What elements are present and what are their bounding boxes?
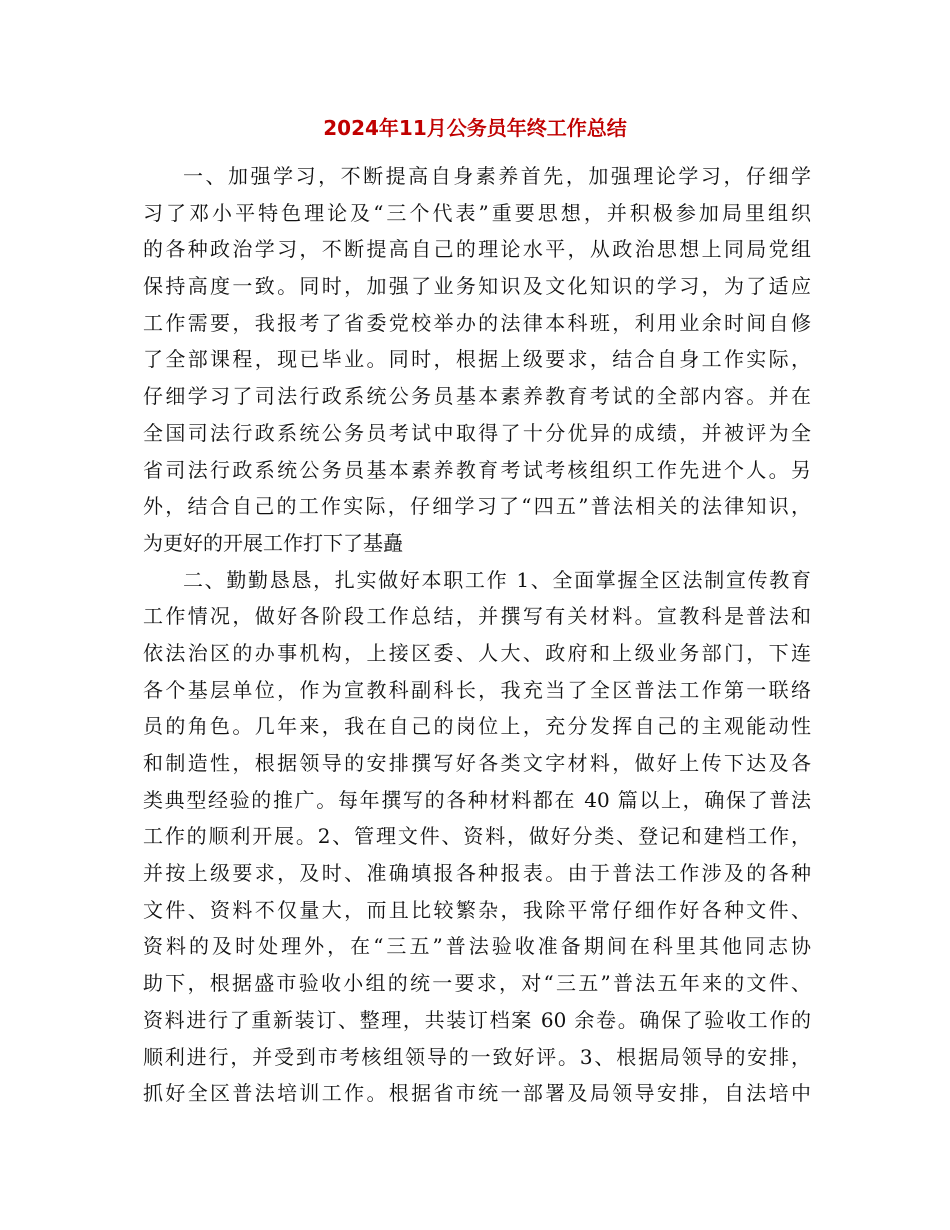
paragraph-2-line: 和制造性，根据领导的安排撰写好各类文字材料，做好上传下达及各 [143, 751, 811, 775]
paragraph-1-line: 全国司法行政系统公务员考试中取得了十分优异的成绩，并被评为全 [143, 420, 811, 445]
document-title: 2024年11月公务员年终工作总结 [323, 116, 627, 140]
paragraph-1-line: 一、加强学习，不断提高自身素养首先，加强理论学习，仔细学 [183, 164, 811, 188]
paragraph-1-line: 省司法行政系统公务员基本素养教育考试考核组织工作先进个人。另 [143, 457, 811, 482]
paragraph-2-line: 工作情况，做好各阶段工作总结，并撰写有关材料。宣教科是普法和 [143, 604, 811, 629]
paragraph-2-line: 助下，根据盛市验收小组的统一要求，对“三五”普法五年来的文件、 [143, 971, 811, 996]
paragraph-1-line: 了全部课程，现已毕业。同时，根据上级要求，结合自身工作实际， [143, 347, 811, 372]
paragraph-2-line: 类典型经验的推广。每年撰写的各种材料都在 40 篇以上，确保了普法 [143, 787, 811, 812]
document-body [143, 158, 811, 1112]
paragraph-1-line: 保持高度一致。同时，加强了业务知识及文化知识的学习，为了适应 [143, 274, 811, 299]
paragraph-2-line: 资料进行了重新装订、整理，共装订档案 60 余卷。确保了验收工作的 [143, 1007, 811, 1032]
paragraph-2-line: 二、勤勤恳恳，扎实做好本职工作 1、全面掌握全区法制宣传教育 [183, 567, 811, 592]
paragraph-2-line: 文件、资料不仅量大，而且比较繁杂，我除平常仔细作好各种文件、 [143, 897, 811, 922]
paragraph-2-line: 工作的顺利开展。2、管理文件、资料，做好分类、登记和建档工作， [143, 824, 811, 849]
paragraph-2-line: 顺利进行，并受到市考核组领导的一致好评。3、根据局领导的安排， [143, 1044, 811, 1069]
paragraph-2-line: 资料的及时处理外，在“三五”普法验收准备期间在科里其他同志协 [143, 934, 811, 959]
paragraph-1-line: 仔细学习了司法行政系统公务员基本素养教育考试的全部内容。并在 [143, 384, 811, 409]
paragraph-2-line: 各个基层单位，作为宣教科副科长，我充当了全区普法工作第一联络 [143, 677, 811, 702]
paragraph-1-line: 外，结合自己的工作实际，仔细学习了“四五”普法相关的法律知识， [143, 494, 811, 519]
paragraph-1-line: 工作需要，我报考了省委党校举办的法律本科班，利用业余时间自修 [143, 310, 811, 335]
paragraph-2-line: 依法治区的办事机构，上接区委、人大、政府和上级业务部门，下连 [143, 640, 811, 665]
paragraph-2-line: 并按上级要求，及时、准确填报各种报表。由于普法工作涉及的各种 [143, 861, 811, 886]
paragraph-1-line: 习了邓小平特色理论及“三个代表”重要思想，并积极参加局里组织 [143, 200, 811, 225]
paragraph-2-line: 抓好全区普法培训工作。根据省市统一部署及局领导安排，自法培中 [143, 1081, 811, 1106]
paragraph-1-line: 的各种政治学习，不断提高自己的理论水平，从政治思想上同局党组 [143, 237, 811, 262]
paragraph-1-line: 为更好的开展工作打下了基矗 [143, 530, 403, 555]
paragraph-2-line: 员的角色。几年来，我在自己的岗位上，充分发挥自己的主观能动性 [143, 714, 811, 739]
